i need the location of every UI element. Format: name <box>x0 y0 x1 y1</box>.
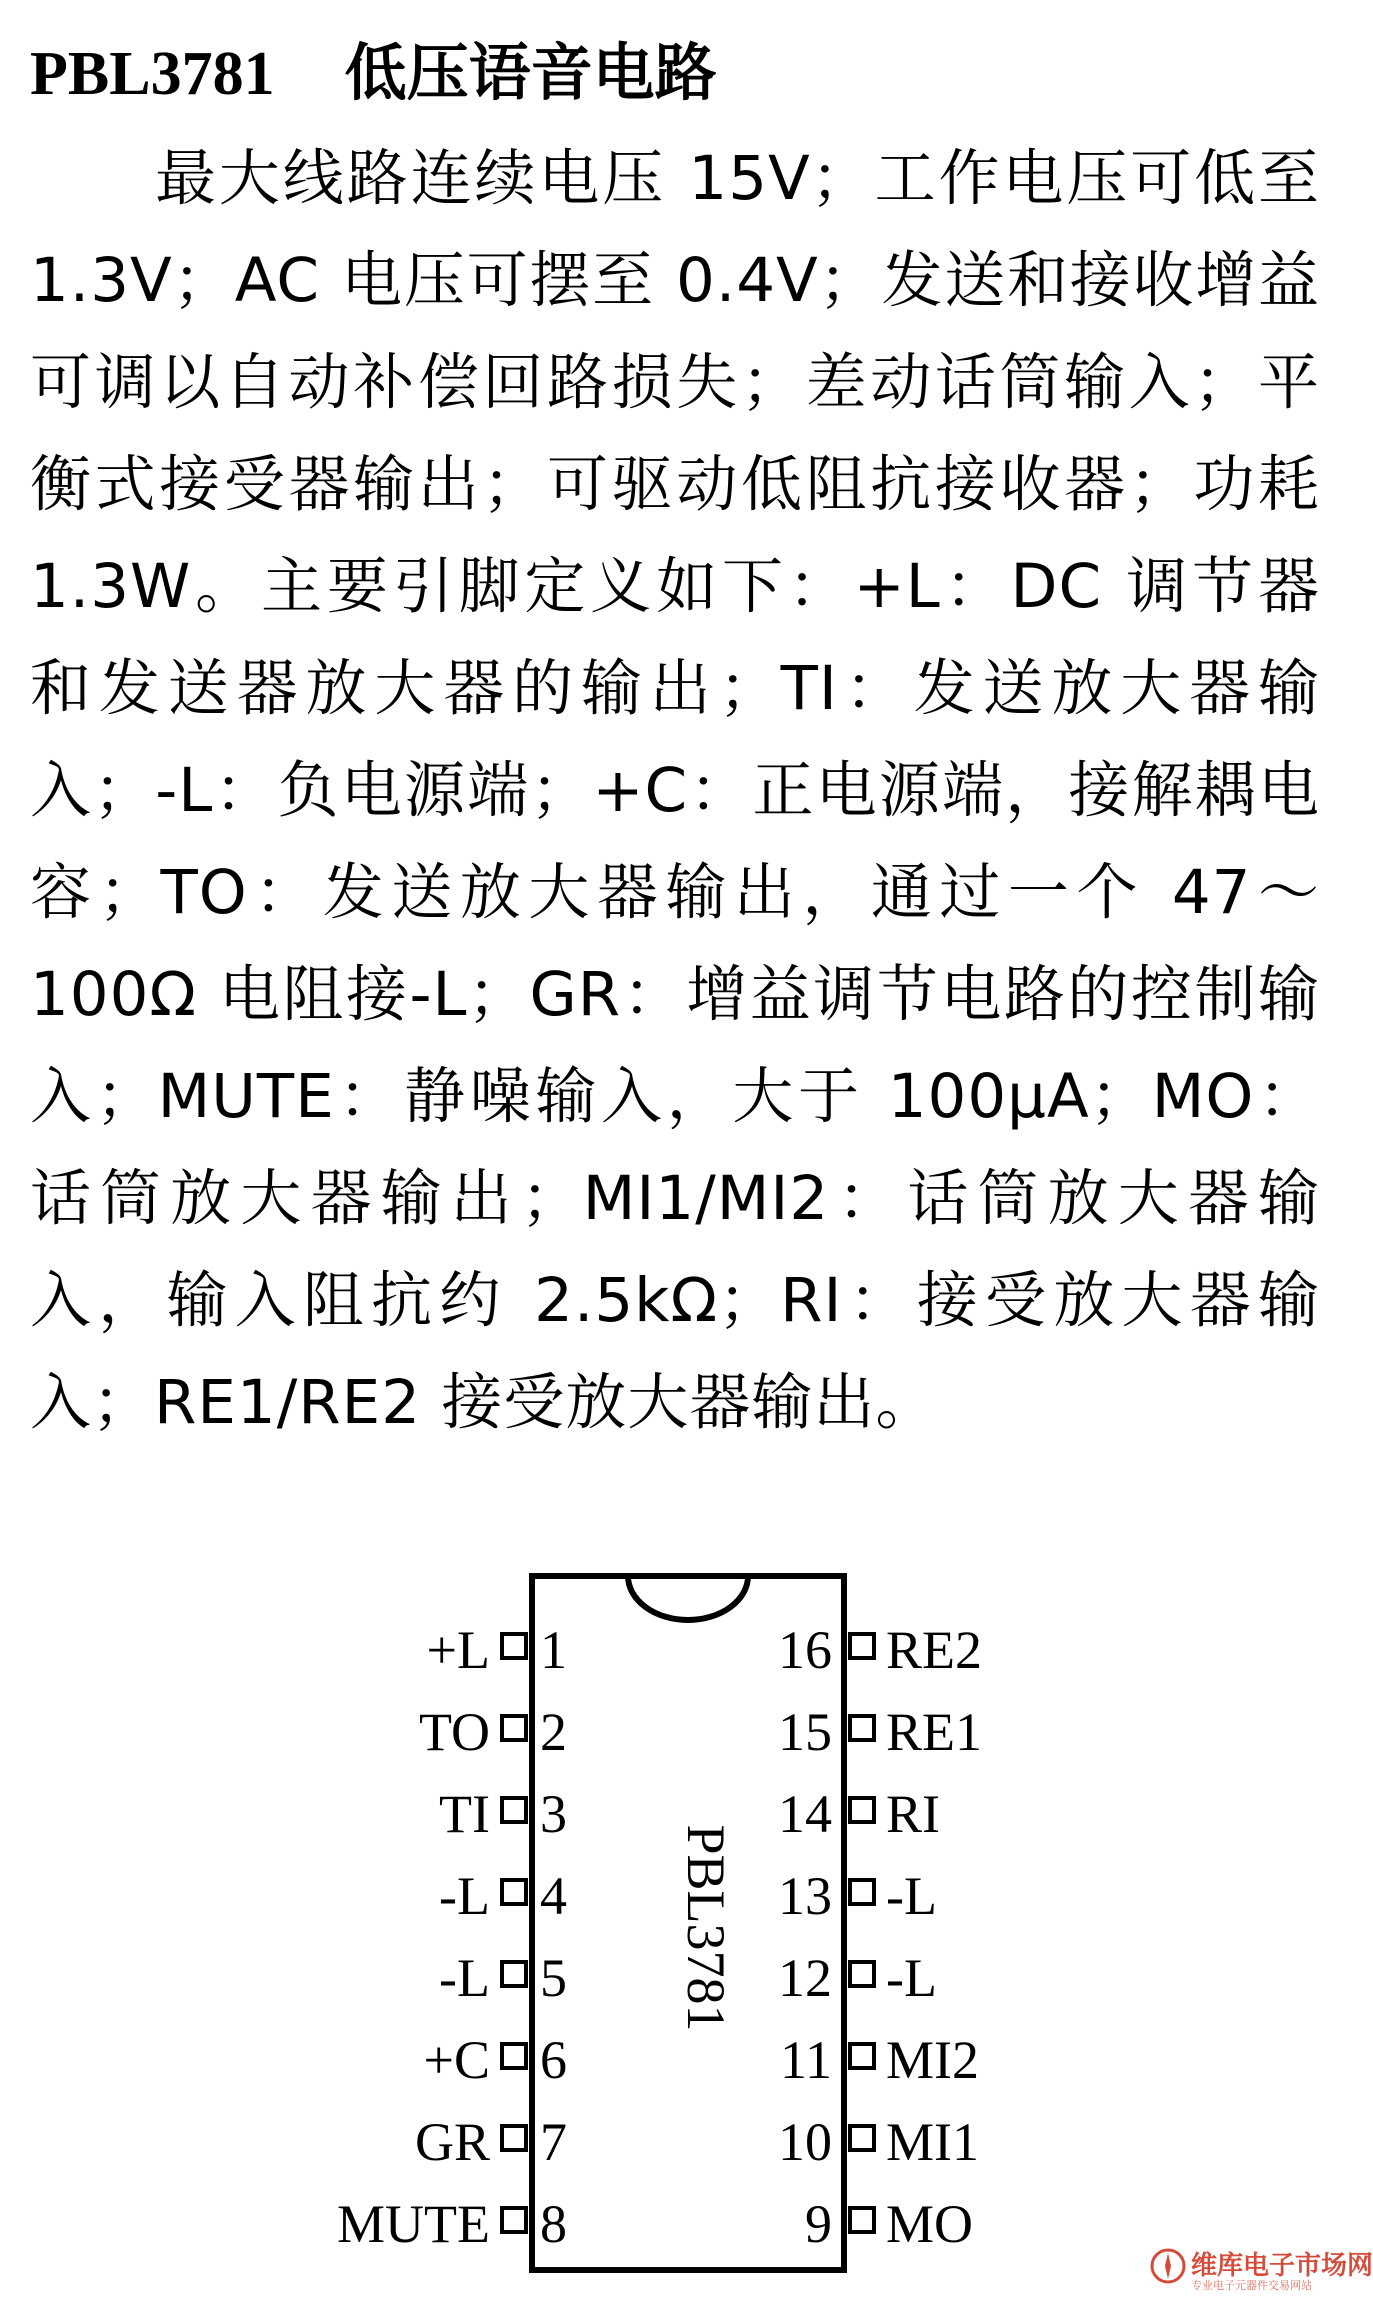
chip-notch <box>628 1576 748 1620</box>
pin-10-label: MI1 <box>886 2112 979 2172</box>
pin-3-number: 3 <box>540 1784 567 1844</box>
pin-16-label: RE2 <box>886 1620 983 1680</box>
pin-14-number: 14 <box>778 1784 832 1844</box>
pin-12-label: -L <box>886 1948 937 2008</box>
pin-4-pad <box>502 1880 526 1904</box>
pin-9-label: MO <box>886 2194 974 2254</box>
pin-5-number: 5 <box>540 1948 567 2008</box>
pin-16-pad <box>850 1634 874 1658</box>
pin-14-label: RI <box>886 1784 940 1844</box>
watermark <box>1145 2239 1373 2299</box>
pin-11-number: 11 <box>780 2030 832 2090</box>
pin-10-number: 10 <box>778 2112 832 2172</box>
pin-3-pad <box>502 1798 526 1822</box>
pin-10-pad <box>850 2126 874 2150</box>
pin-1-pad <box>502 1634 526 1658</box>
pin-13-number: 13 <box>778 1866 832 1926</box>
pin-15-pad <box>850 1716 874 1740</box>
pin-16-number: 16 <box>778 1620 832 1680</box>
pin-1-number: 1 <box>540 1620 567 1680</box>
pin-4-label: -L <box>439 1866 490 1926</box>
pin-11-label: MI2 <box>886 2030 979 2090</box>
pin-5-label: -L <box>439 1948 490 2008</box>
pin-15-number: 15 <box>778 1702 832 1762</box>
watermark-logo-icon <box>1149 2247 1187 2285</box>
pin-6-label: +C <box>423 2030 490 2090</box>
pin-11-pad <box>850 2044 874 2068</box>
circuit-heading: 低压语音电路 <box>344 36 717 109</box>
pin-2-label: TO <box>418 1702 490 1762</box>
pin-12-number: 12 <box>778 1948 832 2008</box>
pin-14-pad <box>850 1798 874 1822</box>
chip-label: PBL3781 <box>676 1824 736 2032</box>
pin-8-label: MUTE <box>337 2194 490 2254</box>
pin-15-label: RE1 <box>886 1702 983 1762</box>
pinout-diagram <box>0 1560 1351 2280</box>
pin-1-label: +L <box>426 1620 490 1680</box>
pin-7-number: 7 <box>540 2112 567 2172</box>
pin-2-pad <box>502 1716 526 1740</box>
document-title <box>30 28 717 119</box>
pin-8-number: 8 <box>540 2194 567 2254</box>
pin-3-label: TI <box>439 1784 490 1844</box>
pin-7-label: GR <box>414 2112 490 2172</box>
watermark-subtext: 专业电子元器件交易网站 <box>1191 2279 1312 2292</box>
pin-6-pad <box>502 2044 526 2068</box>
pin-12-pad <box>850 1962 874 1986</box>
pin-9-pad <box>850 2208 874 2232</box>
description-paragraph: 最大线路连续电压 15V；工作电压可低至 1.3V；AC 电压可摆至 0.4V；发送和接收增益可调以自动补偿回路损失；差动话筒输入；平衡式接受器输出；可驱动低阻抗接收器；功耗 1.3W。主要引脚定义如下：+L：DC 调节器和发送器放大器的输出；TI：发送放大器输入；-L：负电源端；+C：正电源端，接解耦电容；TO：发送放大器输出，通过一个 47～100Ω 电阻接-L；GR：增益调节电路的控制输入；MUTE：静噪输入，大于 100μA；MO：话筒放大器输出；MI1/MI2：话筒放大器输入，输入阻抗约 2.5kΩ；RI：接受放大器输入；RE1/RE2 接受放大器输出。 <box>30 143 1320 1438</box>
pin-8-pad <box>502 2208 526 2232</box>
pin-9-number: 9 <box>805 2194 832 2254</box>
pin-13-pad <box>850 1880 874 1904</box>
pinout-svg <box>0 1560 1351 2280</box>
pins-group <box>337 1620 982 2254</box>
pin-2-number: 2 <box>540 1702 567 1762</box>
pin-4-number: 4 <box>540 1866 567 1926</box>
pin-5-pad <box>502 1962 526 1986</box>
pin-7-pad <box>502 2126 526 2150</box>
pin-13-label: -L <box>886 1866 937 1926</box>
pin-6-number: 6 <box>540 2030 567 2090</box>
part-number: PBL3781 <box>30 40 275 108</box>
watermark-text: 维库电子市场网 <box>1191 2251 1373 2281</box>
